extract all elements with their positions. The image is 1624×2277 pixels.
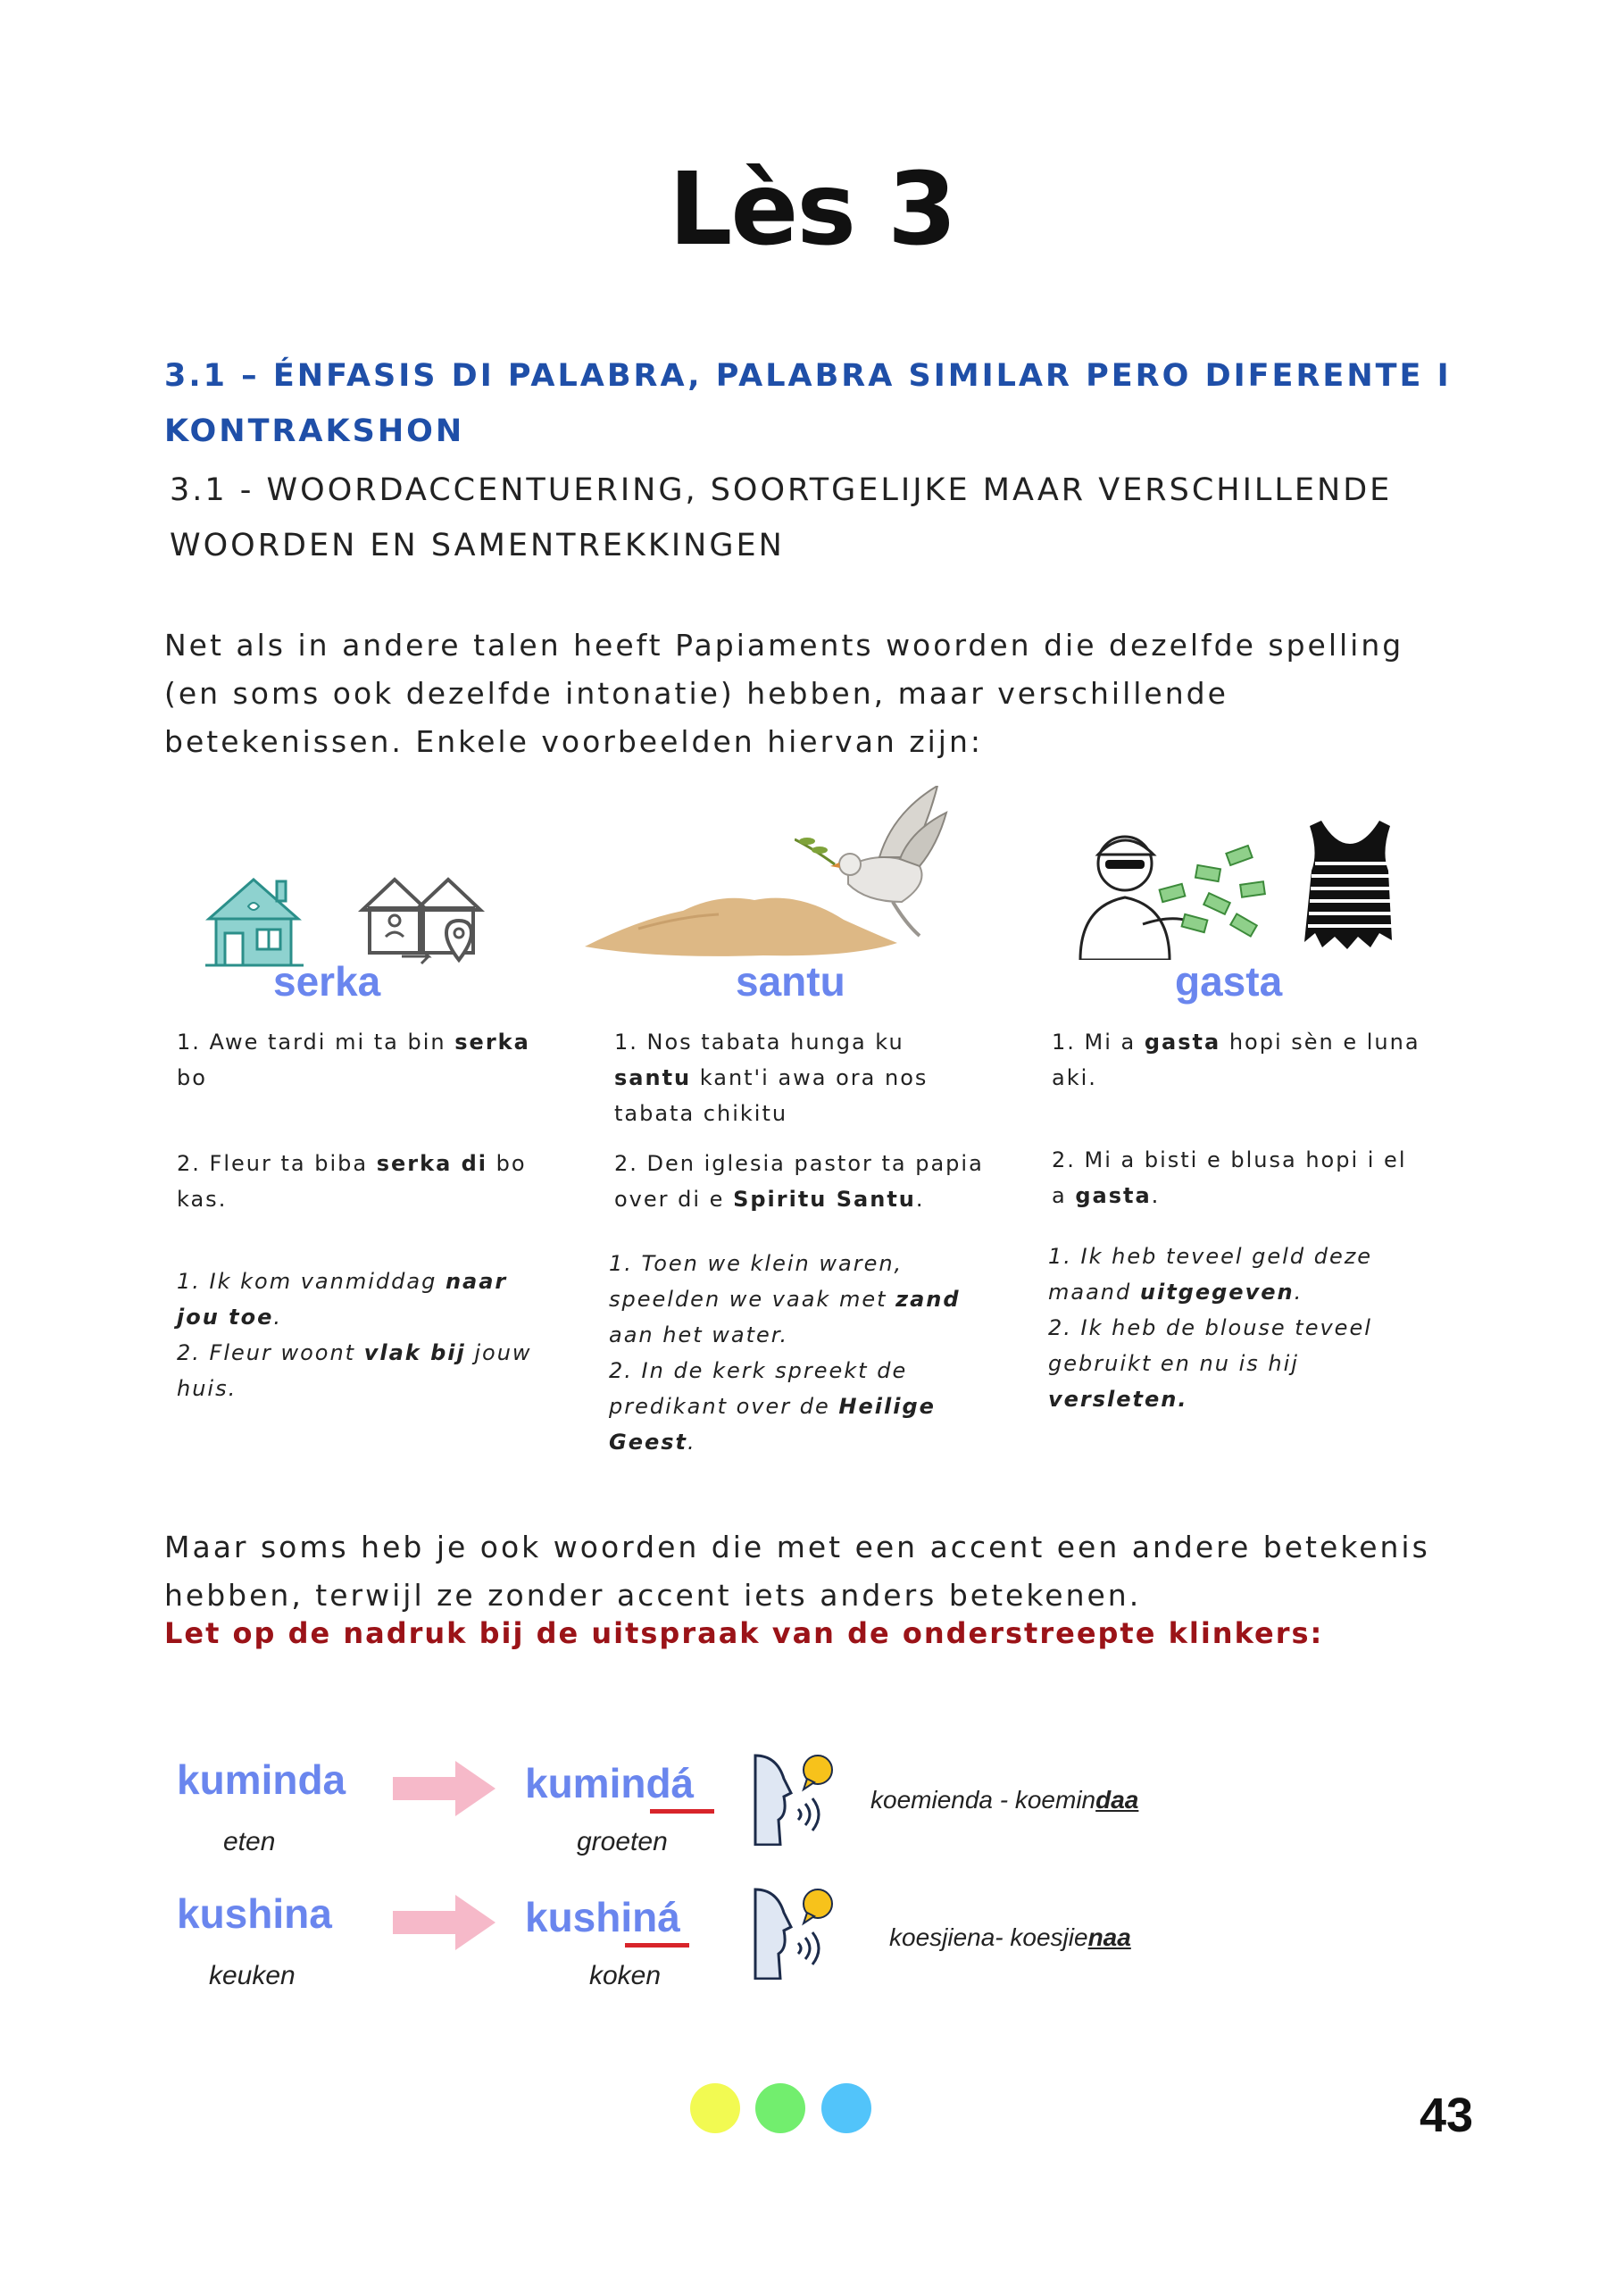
example-1: 1. Mi a gasta hopi sèn e luna aki.	[1052, 1030, 1420, 1090]
translation-1: 1. Toen we klein waren, speelden we vaak met zand aan het water.	[609, 1251, 961, 1347]
example-1: 1. Awe tardi mi ta bin serka bo	[177, 1030, 530, 1090]
column-serka	[177, 1024, 552, 1406]
word-stressed-1: kumindá	[525, 1760, 695, 1806]
example-1: 1. Nos tabata hunga ku santu kant'i awa ora nos tabata chikitu	[614, 1030, 929, 1126]
decor-dot-blue	[821, 2083, 871, 2133]
translation-2: 2. In de kerk spreekt de predikant over de Heilige Geest.	[609, 1358, 936, 1455]
word-label-serka: serka	[273, 958, 381, 1005]
gloss-unstressed-1: eten	[223, 1827, 276, 1856]
page-number: 43	[1420, 2089, 1474, 2142]
accent-paragraph: Maar soms heb je ook woorden die met een accent een andere betekenis hebben, terwijl ze zonder accent iets anders betekenen.	[164, 1530, 1430, 1613]
word-stressed-2: kushiná	[525, 1894, 680, 1940]
pronunciation-1: koemienda - koemindaa	[870, 1786, 1139, 1814]
decor-dot-yellow	[690, 2083, 740, 2133]
decor-dot-green	[755, 2083, 805, 2133]
money-spender-icon	[1071, 808, 1277, 960]
translation-1: 1. Ik heb teveel geld deze maand uitgegeven.	[1048, 1244, 1373, 1305]
example-2: 2. Mi a bisti e blusa hopi i el a gasta.	[1052, 1147, 1407, 1208]
word-label-santu: santu	[736, 958, 845, 1005]
stress-underline	[650, 1809, 714, 1814]
pronunciation-2: koesjiena- koesjienaa	[889, 1923, 1131, 1951]
translation-2: 2. Ik heb de blouse teveel gebruikt en nu is hij versleten.	[1048, 1315, 1372, 1412]
dove-icon	[795, 786, 951, 938]
translation-1: 1. Ik kom vanmiddag naar jou toe.	[177, 1269, 508, 1330]
section-heading-papiamentu: 3.1 – ÉNFASIS DI PALABRA, PALABRA SIMILAR PERO DIFERENTE I KONTRAKSHON	[164, 358, 1452, 449]
stress-underline	[625, 1943, 689, 1948]
worn-shirt-icon	[1299, 817, 1402, 951]
section-heading-dutch: 3.1 - WOORDACCENTUERING, SOORTGELIJKE MAAR VERSCHILLENDE WOORDEN EN SAMENTREKKINGEN	[170, 472, 1393, 563]
word-unstressed-1: kuminda	[177, 1756, 346, 1803]
translation-2: 2. Fleur woont vlak bij jouw huis.	[177, 1340, 532, 1401]
relocation-icon	[357, 871, 487, 969]
stress-note: Let op de nadruk bij de uitspraak van de onderstreepte klinkers:	[164, 1616, 1324, 1650]
gloss-stressed-2: koken	[589, 1961, 662, 1990]
page-title: Lès 3	[669, 152, 955, 268]
intro-paragraph: Net als in andere talen heeft Papiaments woorden die dezelfde spelling (en soms ook dezelfde intonatie) hebben, maar verschillende betekenissen. Enkele voorbeelden hiervan zijn:	[164, 628, 1404, 759]
speaking-head-icon	[752, 1886, 837, 1980]
word-label-gasta: gasta	[1175, 958, 1283, 1005]
word-unstressed-2: kushina	[177, 1890, 332, 1937]
column-santu	[609, 1024, 989, 1460]
gloss-stressed-1: groeten	[577, 1827, 668, 1856]
speaking-head-icon	[752, 1752, 837, 1846]
house-icon	[205, 871, 304, 969]
example-2: 2. Den iglesia pastor ta papia over di e Spiritu Santu.	[614, 1151, 984, 1212]
example-2: 2. Fleur ta biba serka di bo kas.	[177, 1151, 527, 1212]
column-gasta	[1048, 1024, 1427, 1417]
arrow-right-icon	[393, 1761, 496, 1816]
gloss-unstressed-2: keuken	[209, 1961, 296, 1990]
arrow-right-icon	[393, 1895, 496, 1950]
